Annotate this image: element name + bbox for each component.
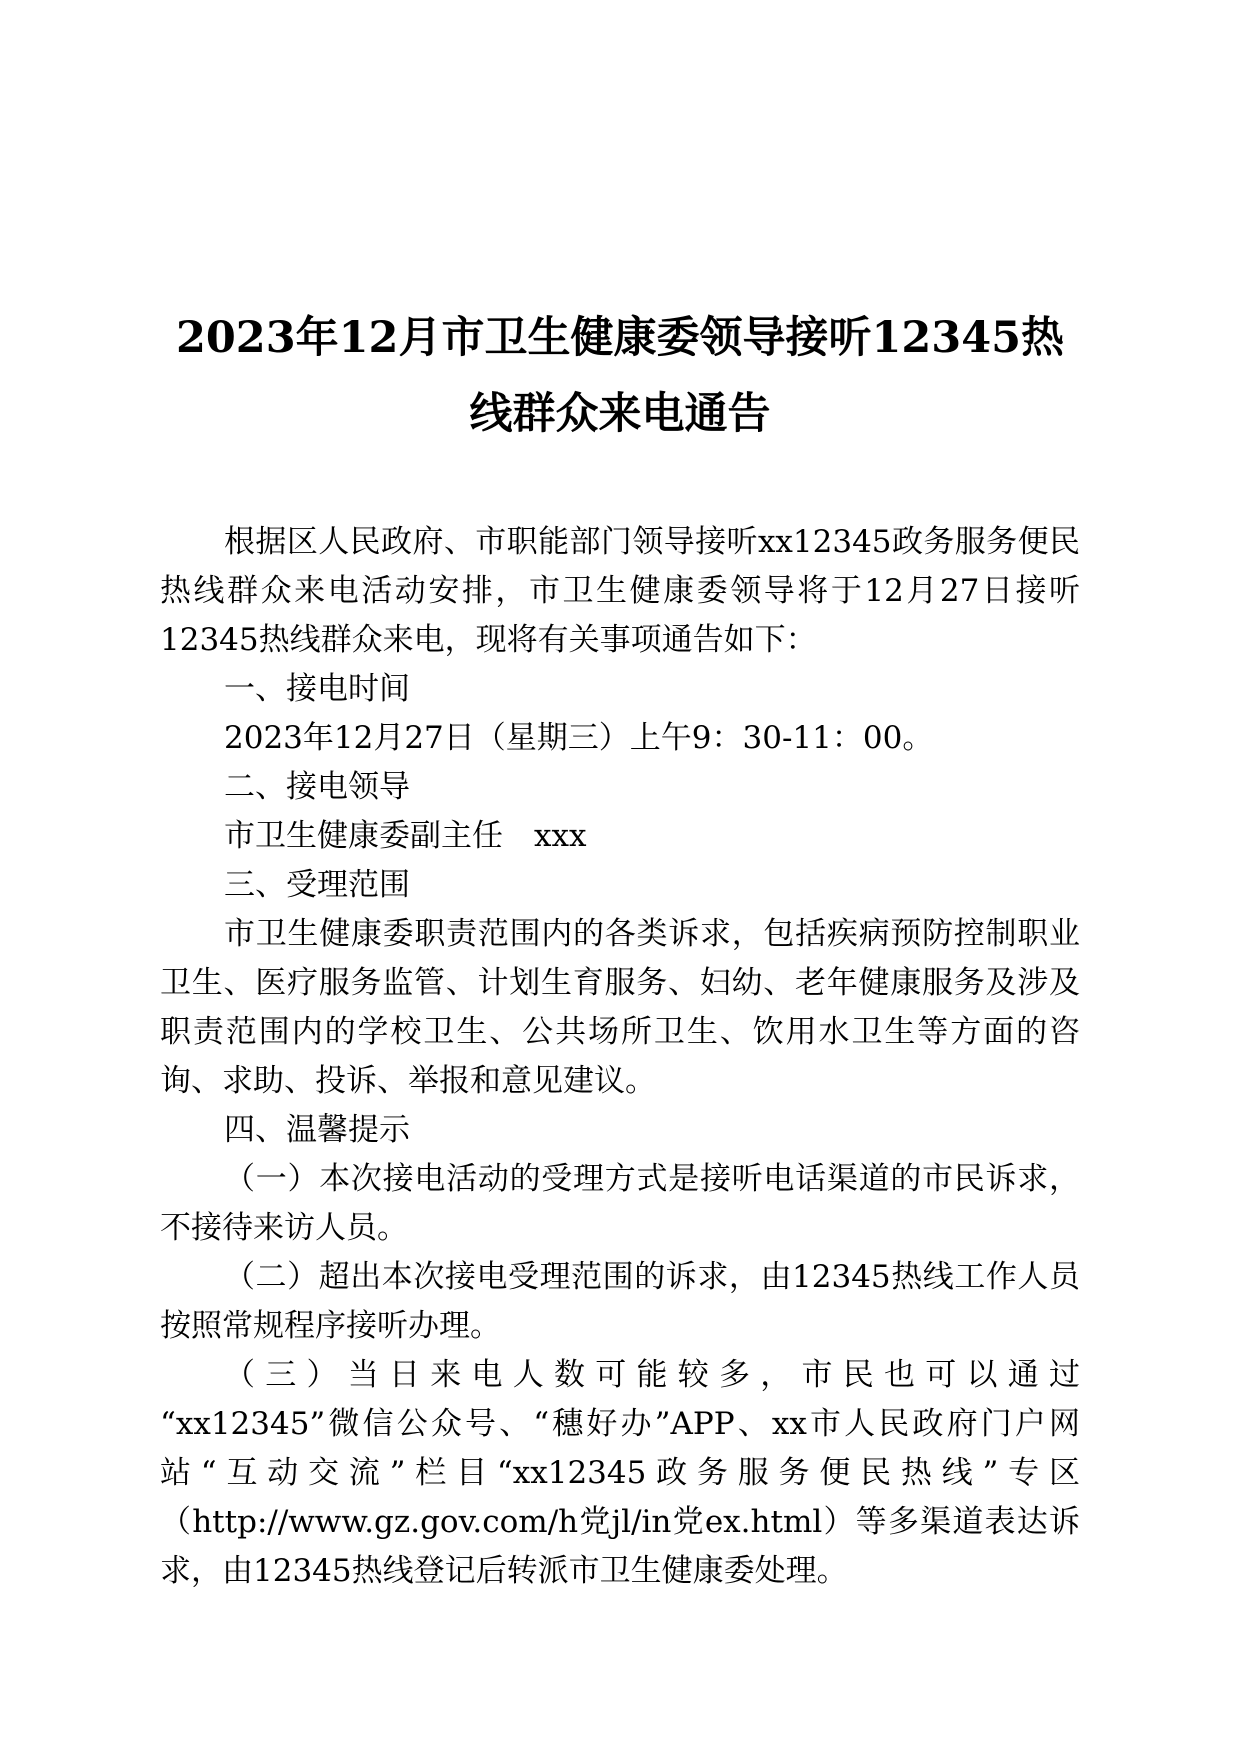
tip-paragraph-3-rest: “xx12345”微信公众号、“穗好办”APP、xx市人民政府门户网站“互动交流”栏目“xx12345政务服务便民热线”专区（http://www.gz.gov.com/h党jl/in党ex.html）等多渠道表达诉求，由12345热线登记后转派市卫生健康委处理。 [160,1406,1080,1589]
tip-paragraph-3-first-line: （三）当日来电人数可能较多，市民也可以通过 [224,1357,1080,1393]
section-heading-time: 一、接电时间 [224,671,410,707]
tip-paragraph-1: （一）本次接电活动的受理方式是接听电话渠道的市民诉求，不接待来访人员。 [160,1161,1080,1246]
section-heading-leader: 二、接电领导 [224,769,410,805]
section-heading-scope: 三、受理范围 [224,867,410,903]
intro-paragraph: 根据区人民政府、市职能部门领导接听xx12345政务服务便民热线群众来电活动安排，市卫生健康委领导将于12月27日接听12345热线群众来电，现将有关事项通告如下： [160,524,1080,658]
section-text-scope: 市卫生健康委职责范围内的各类诉求，包括疾病预防控制职业卫生、医疗服务监管、计划生育服务、妇幼、老年健康服务及涉及职责范围内的学校卫生、公共场所卫生、饮用水卫生等方面的咨询、求助、投诉、举报和意见建议。 [160,916,1080,1099]
document-title [140,300,1100,452]
title-line-1: 2023年12月市卫生健康委领导接听12345热 [175,313,1065,363]
section-heading-tips: 四、温馨提示 [224,1112,410,1148]
section-text-leader: 市卫生健康委副主任 xxx [224,818,587,854]
document-body [160,518,1080,1596]
tip-paragraph-2: （二）超出本次接电受理范围的诉求，由12345热线工作人员按照常规程序接听办理。 [160,1259,1080,1344]
section-text-time: 2023年12月27日（星期三）上午9：30-11：00。 [224,720,934,756]
title-line-2: 线群众来电通告 [469,389,771,439]
